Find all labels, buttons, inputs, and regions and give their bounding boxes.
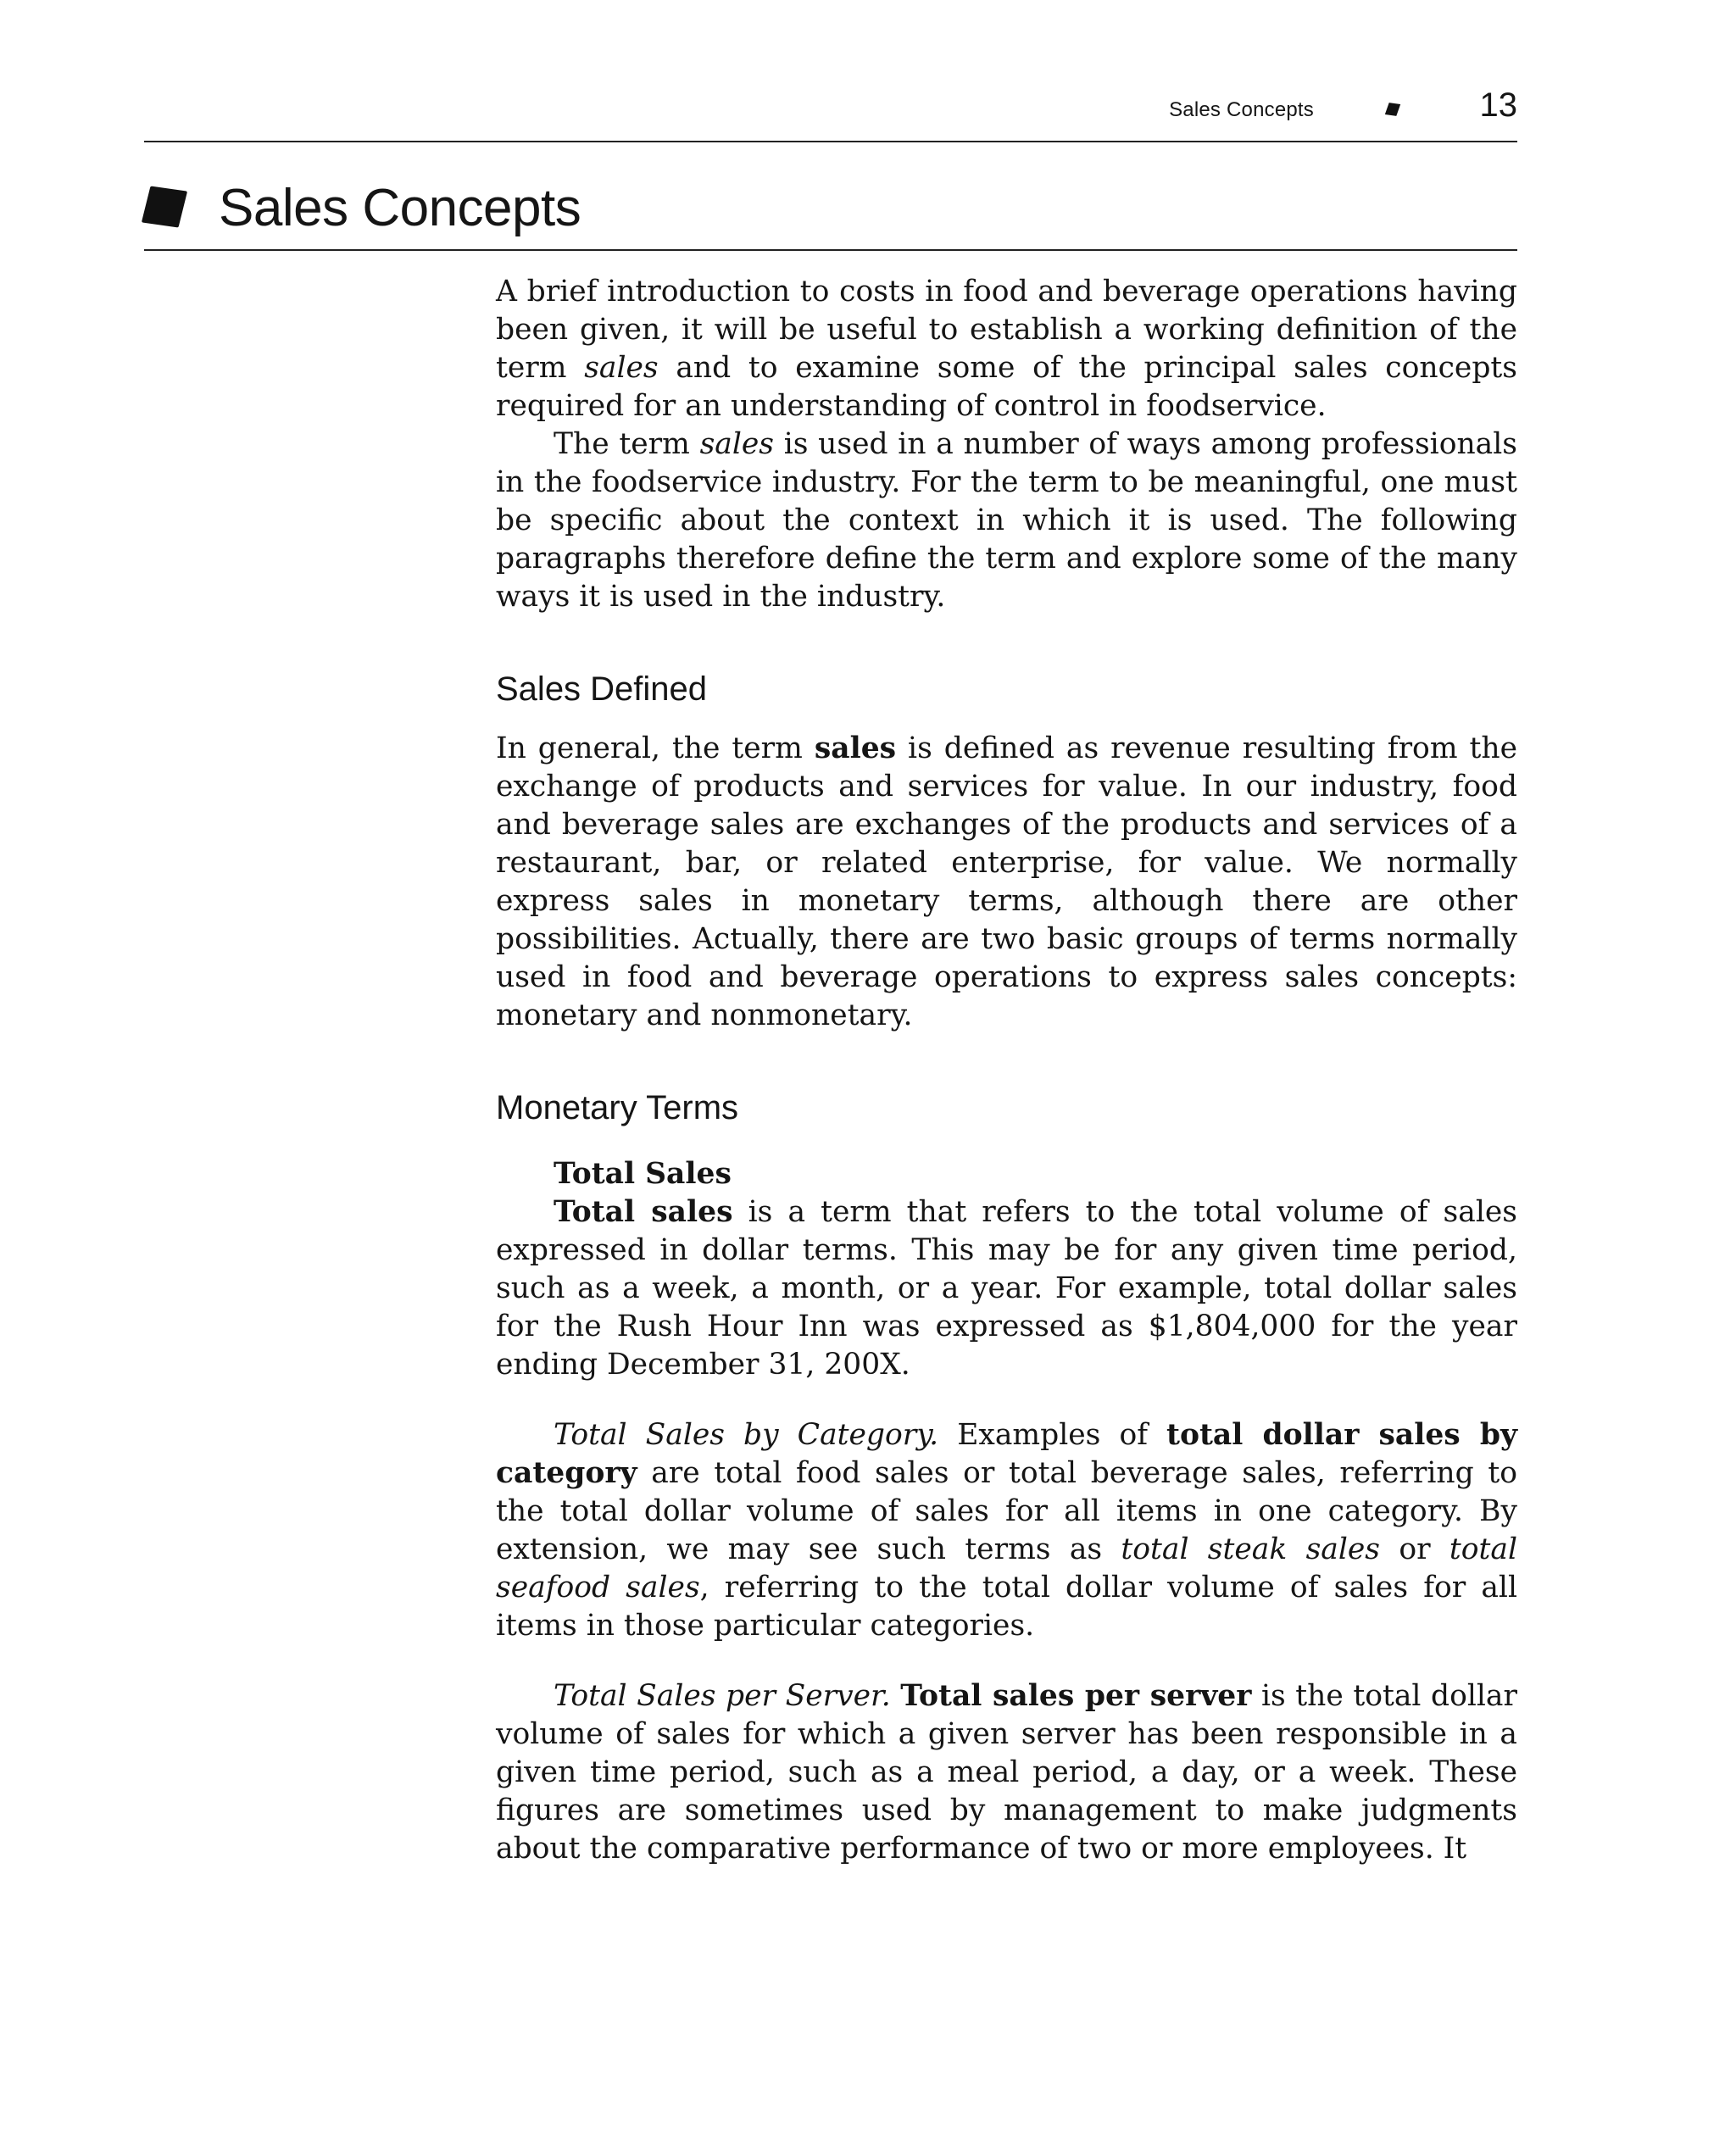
heading-monetary-terms: Monetary Terms — [496, 1089, 739, 1126]
emphasis-term: total steak sales — [1121, 1532, 1381, 1566]
text-run: A brief introduction to costs in food and beverage operations having been given, it will be useful to establish a working definition of the term — [496, 275, 1517, 385]
heading-sales-defined: Sales Defined — [496, 670, 708, 708]
text-run: is used in a number of ways among professionals in the foodservice industry. For the term to be meaningful, one must be specific about the context in which it is used. The following paragraphs therefore define the term and explore some of the many ways it is used in the industry. — [496, 427, 1517, 614]
total-sales-by-category-paragraph — [496, 1416, 1517, 1645]
text-run: and to examine some of the principal sales concepts required for an understanding of control in foodservice. — [496, 351, 1517, 423]
text-run: is defined as revenue resulting from the exchange of products and services for value. In our industry, food and beverage sales are exchanges of the products and services of a restaurant, bar, or related enterprise, for value. We normally express sales in monetary terms, although there are other possibilities. Actually, there are two basic groups of terms normally used in food and beverage operations to express sales concepts: monetary and nonmonetary. — [496, 731, 1517, 1032]
text-run — [891, 1679, 901, 1713]
total-sales-paragraph — [496, 1193, 1517, 1384]
bullet-marker-icon — [1385, 103, 1400, 116]
section-marker-icon — [142, 186, 187, 227]
run-in-heading: Total Sales — [554, 1157, 732, 1191]
lead-in-phrase: Total Sales per Server. — [554, 1679, 891, 1713]
text-run: is a term that refers to the total volume of sales expressed in dollar terms. This may be for any given time period, such as a week, a month, or a year. For example, total dollar sales for the Rush Hour Inn was expressed as $1,804,000 for the year ending December 31, 200X. — [496, 1195, 1517, 1382]
running-head-title: Sales Concepts — [1169, 98, 1314, 121]
emphasis-term: total seafood sales — [496, 1532, 1517, 1604]
emphasis-term: sales — [699, 427, 774, 461]
page-number: 13 — [1479, 86, 1517, 124]
key-term: Total sales per server — [900, 1679, 1252, 1713]
run-in-heading-total-sales — [496, 1155, 1517, 1193]
running-head — [144, 81, 1517, 142]
text-run: are total food sales or total beverage sales, referring to the total dollar volume of sales for all items in one category. By extension, we may see such terms as — [496, 1456, 1517, 1566]
text-run: The term — [554, 427, 700, 461]
text-run: , referring to the total dollar volume of sales for all items in those particular categories. — [496, 1571, 1518, 1643]
section-title: Sales Concepts — [219, 179, 581, 237]
intro-paragraph-2 — [496, 425, 1517, 616]
key-term: total dollar sales by category — [496, 1418, 1518, 1490]
body-text-column — [496, 273, 1517, 1868]
lead-in-phrase: Total Sales by Category. — [554, 1418, 939, 1452]
text-run: or — [1380, 1532, 1449, 1566]
text-run: is the total dollar volume of sales for which a given server has been responsible in a given time period, such as a meal period, a day, or a week. These figures are sometimes used by management to make judgments about the comparative performance of two or more employees. It — [496, 1679, 1517, 1866]
key-term: Total sales — [554, 1195, 733, 1229]
text-run: In general, the term — [496, 731, 815, 765]
sales-defined-paragraph — [496, 730, 1517, 1035]
total-sales-per-server-paragraph — [496, 1677, 1517, 1868]
emphasis-term: sales — [584, 351, 659, 385]
text-run: Examples of — [938, 1418, 1167, 1452]
key-term: sales — [814, 731, 897, 765]
intro-paragraph-1 — [496, 273, 1517, 425]
section-divider — [144, 249, 1517, 251]
